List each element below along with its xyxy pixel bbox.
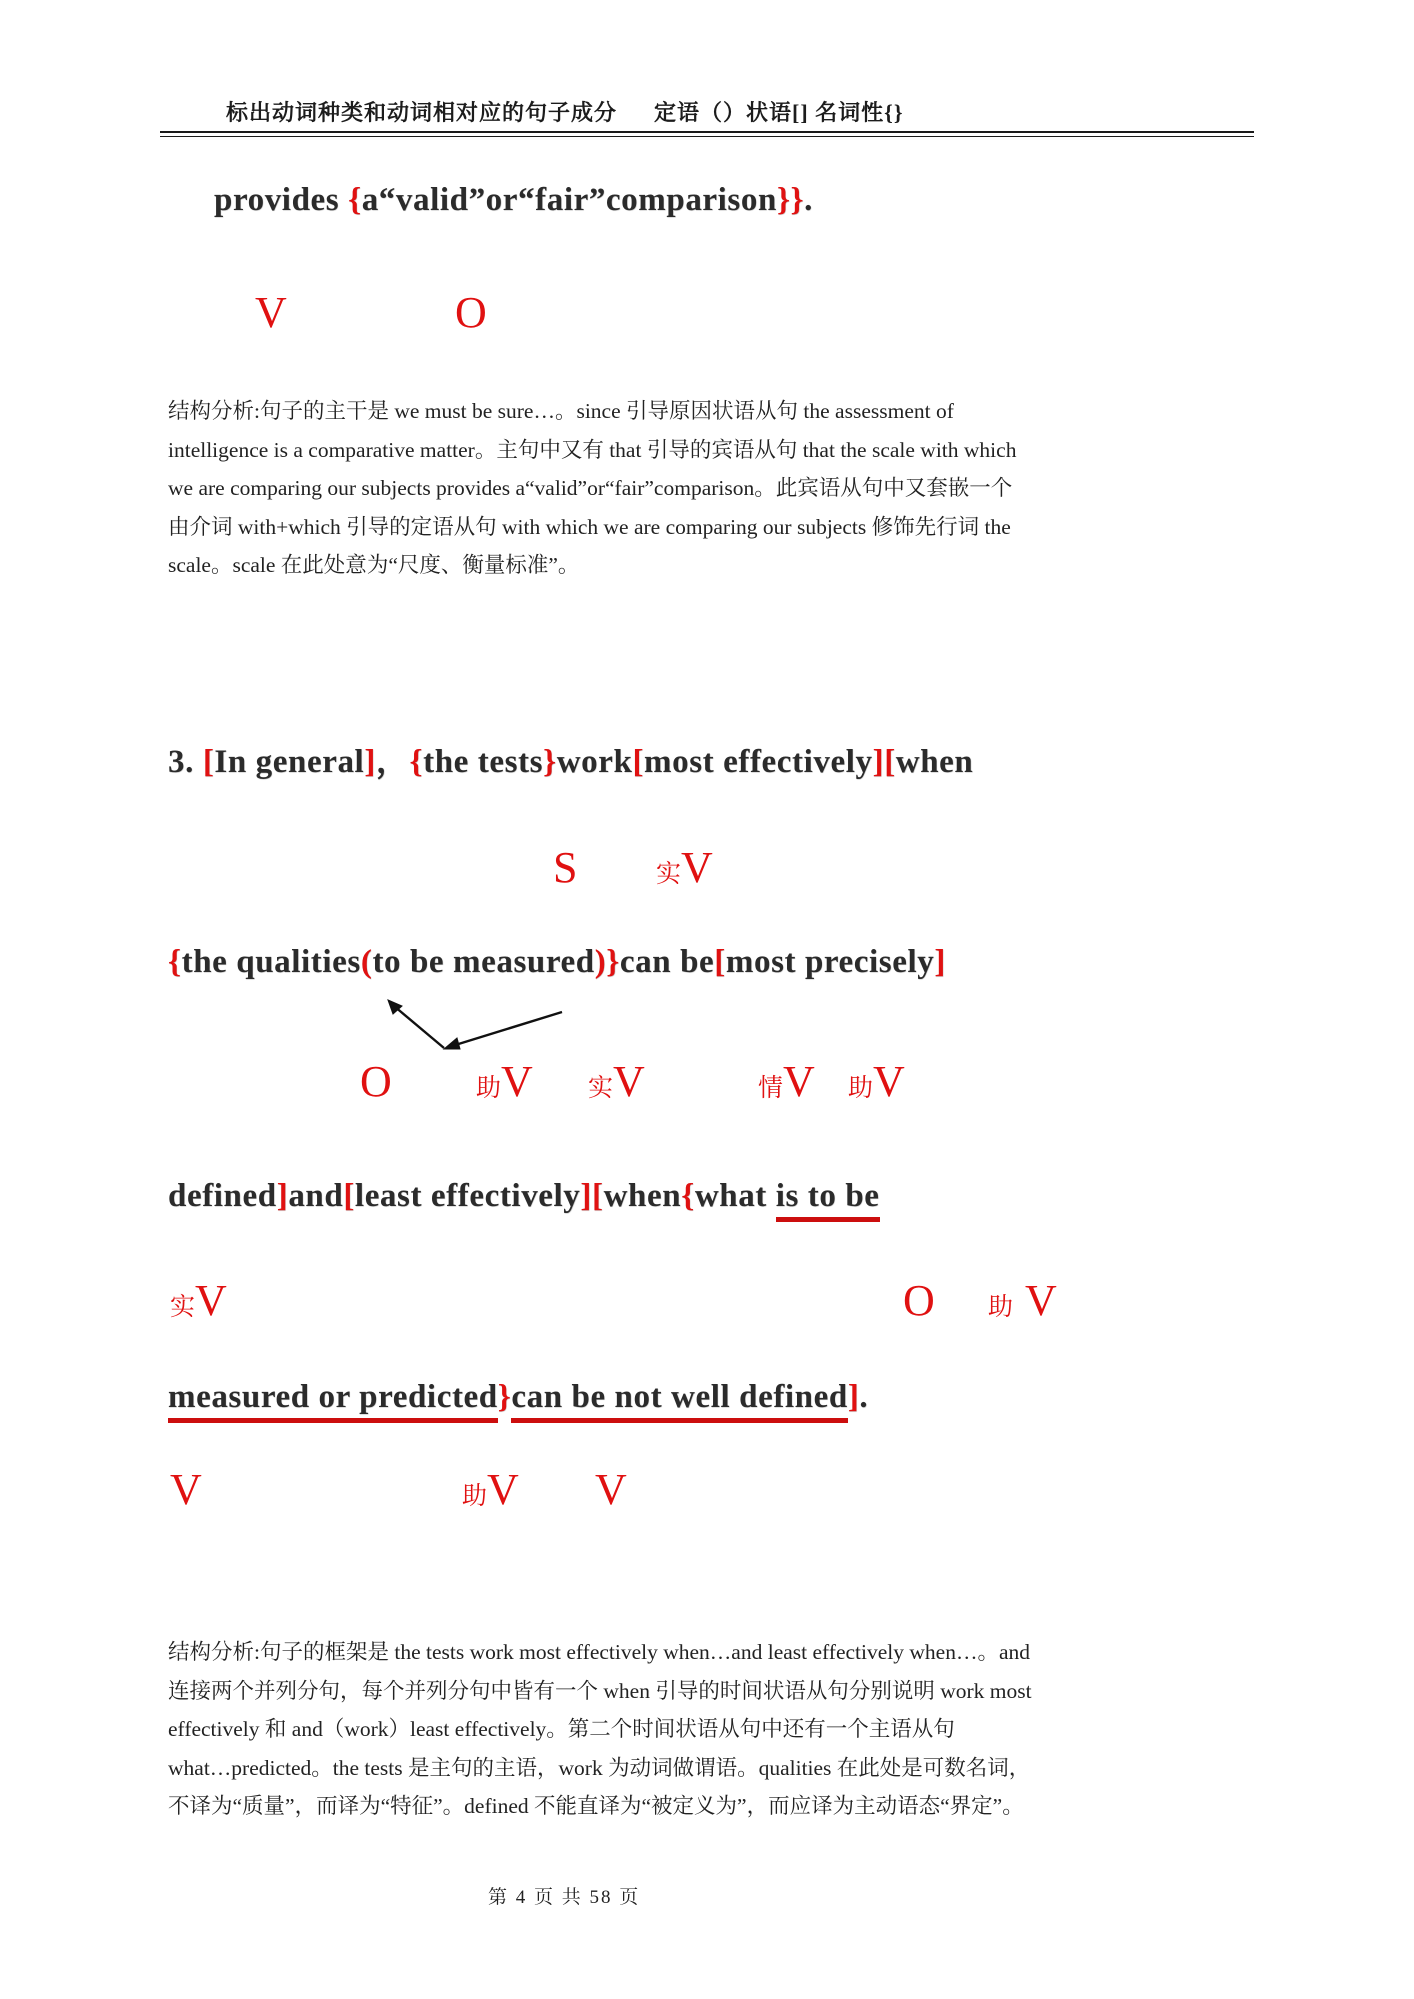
subject-marker: S — [553, 843, 578, 892]
paragraph-line: 由介词 with+which 引导的定语从句 with which we are comparing our subjects 修饰先行词 the — [168, 514, 1011, 539]
bracket-segment: }} — [776, 182, 805, 218]
bracket-segment: { — [348, 182, 362, 218]
bracket-segment: [ — [592, 1178, 604, 1214]
main-verb-marker: 实V — [588, 1057, 645, 1106]
paragraph-line: 不译为“质量”，而译为“特征”。defined 不能直译为“被定义为”，而应译为主动语态“界定”。 — [168, 1794, 1024, 1818]
text-segment: least effectively — [354, 1178, 581, 1214]
underlined-segment: measured or predicted — [168, 1379, 498, 1423]
paragraph-line: scale。scale 在此处意为“尺度、衡量标准”。 — [168, 553, 580, 577]
bracket-segment: ( — [360, 944, 373, 980]
object-marker: O — [455, 288, 487, 337]
bracket-segment: } — [497, 1379, 512, 1415]
bracket-segment: ] — [364, 744, 376, 780]
bracket-segment: ] — [580, 1178, 593, 1214]
annotation-row-2 — [0, 843, 1414, 896]
auxiliary-verb-marker: 助V — [462, 1465, 519, 1514]
bracket-segment: ] — [847, 1379, 860, 1415]
verb-marker: V — [255, 288, 287, 337]
annotation-row-5 — [0, 1465, 1414, 1518]
text-segment: a“valid”or“fair”comparison — [361, 182, 777, 218]
sentence-3-line-4 — [168, 1379, 868, 1416]
text-segment: when — [603, 1178, 682, 1214]
text-segment: . — [859, 1379, 869, 1415]
annotation-row-1 — [0, 288, 1414, 341]
auxiliary-verb-marker: 助V — [848, 1057, 905, 1106]
paragraph-line: 连接两个并列分句，每个并列分句中皆有一个 when 引导的时间状语从句分别说明 work most — [168, 1678, 1032, 1703]
bracket-segment: { — [409, 744, 424, 780]
sentence-3-line-1 — [168, 735, 973, 782]
text-segment: the tests — [423, 744, 544, 780]
header-left-text: 标出动词种类和动词相对应的句子成分 — [226, 100, 618, 125]
bracket-segment: ] — [934, 944, 946, 980]
paragraph-line: 结构分析:句子的框架是 the tests work most effectively when…and least effectively when…。and — [168, 1640, 1031, 1664]
page-number-footer: 第 4 页 共 58 页 — [488, 1887, 641, 1908]
bracket-segment: )} — [594, 944, 620, 980]
text-segment: defined — [168, 1178, 277, 1214]
paragraph-line: we are comparing our subjects provides a“valid”or“fair”comparison。此宾语从句中又套嵌一个 — [168, 476, 1013, 500]
underlined-segment: can be not well defined — [511, 1379, 847, 1423]
text-segment: to be measured — [372, 944, 595, 980]
main-verb-marker: 实V — [656, 843, 713, 892]
text-segment: what — [694, 1178, 776, 1214]
text-segment: In general — [214, 744, 365, 780]
text-segment: work — [556, 744, 633, 780]
structure-analysis-paragraph-2 — [168, 1633, 1032, 1826]
modal-verb-marker: 情V — [758, 1057, 815, 1106]
bracket-segment: [ — [632, 744, 645, 780]
underlined-segment: is to be — [776, 1178, 880, 1222]
text-segment: and — [288, 1178, 344, 1214]
structure-analysis-paragraph-1 — [168, 392, 1016, 585]
bracket-segment: ] — [276, 1178, 289, 1214]
bracket-segment: ] — [872, 744, 885, 780]
auxiliary-verb-marker: 助V — [476, 1057, 533, 1106]
text-segment: most effectively — [644, 744, 873, 780]
modifier-arrow-icon — [360, 988, 600, 1060]
verb-marker: V — [595, 1465, 627, 1514]
paragraph-line: 结构分析:句子的主干是 we must be sure…。since 引导原因状语从句 the assessment of — [168, 399, 954, 423]
bracket-segment: [ — [884, 744, 896, 780]
text-segment: 3. — [168, 744, 203, 780]
annotation-row-3 — [0, 1057, 1414, 1110]
bracket-segment: [ — [202, 744, 215, 780]
main-verb-marker: 实V — [170, 1276, 227, 1325]
bracket-segment: [ — [714, 944, 726, 980]
text-segment: provides — [214, 182, 349, 218]
verb-marker: V — [170, 1465, 202, 1514]
bracket-segment: [ — [343, 1178, 355, 1214]
header-rule — [160, 131, 1254, 137]
text-segment: . — [804, 182, 814, 218]
text-segment: ， — [375, 744, 410, 780]
paragraph-line: effectively 和 and（work）least effectively。第二个时间状语从句中还有一个主语从句 — [168, 1717, 955, 1741]
text-segment: the qualities — [181, 944, 361, 980]
text-segment: most precisely — [725, 944, 935, 980]
object-marker: O — [360, 1057, 392, 1106]
bracket-segment: { — [681, 1178, 695, 1214]
annotation-row-4 — [0, 1276, 1414, 1329]
auxiliary-verb-marker: 助 V — [988, 1276, 1057, 1325]
object-marker: O — [903, 1276, 935, 1325]
sentence-3-line-3 — [168, 1178, 880, 1215]
paragraph-line: intelligence is a comparative matter。主句中又有 that 引导的宾语从句 that the scale with which — [168, 437, 1017, 462]
bracket-segment: { — [168, 944, 182, 980]
sentence-3-line-2 — [168, 944, 946, 981]
sentence-2-fragment — [214, 182, 813, 219]
text-segment: when — [895, 744, 974, 780]
text-segment: can be — [619, 944, 715, 980]
paragraph-line: what…predicted。the tests 是主句的主语，work 为动词做谓语。qualities 在此处是可数名词， — [168, 1755, 1031, 1780]
header-right-text: 定语（）状语[] 名词性{} — [654, 100, 904, 125]
bracket-segment: } — [543, 744, 557, 780]
